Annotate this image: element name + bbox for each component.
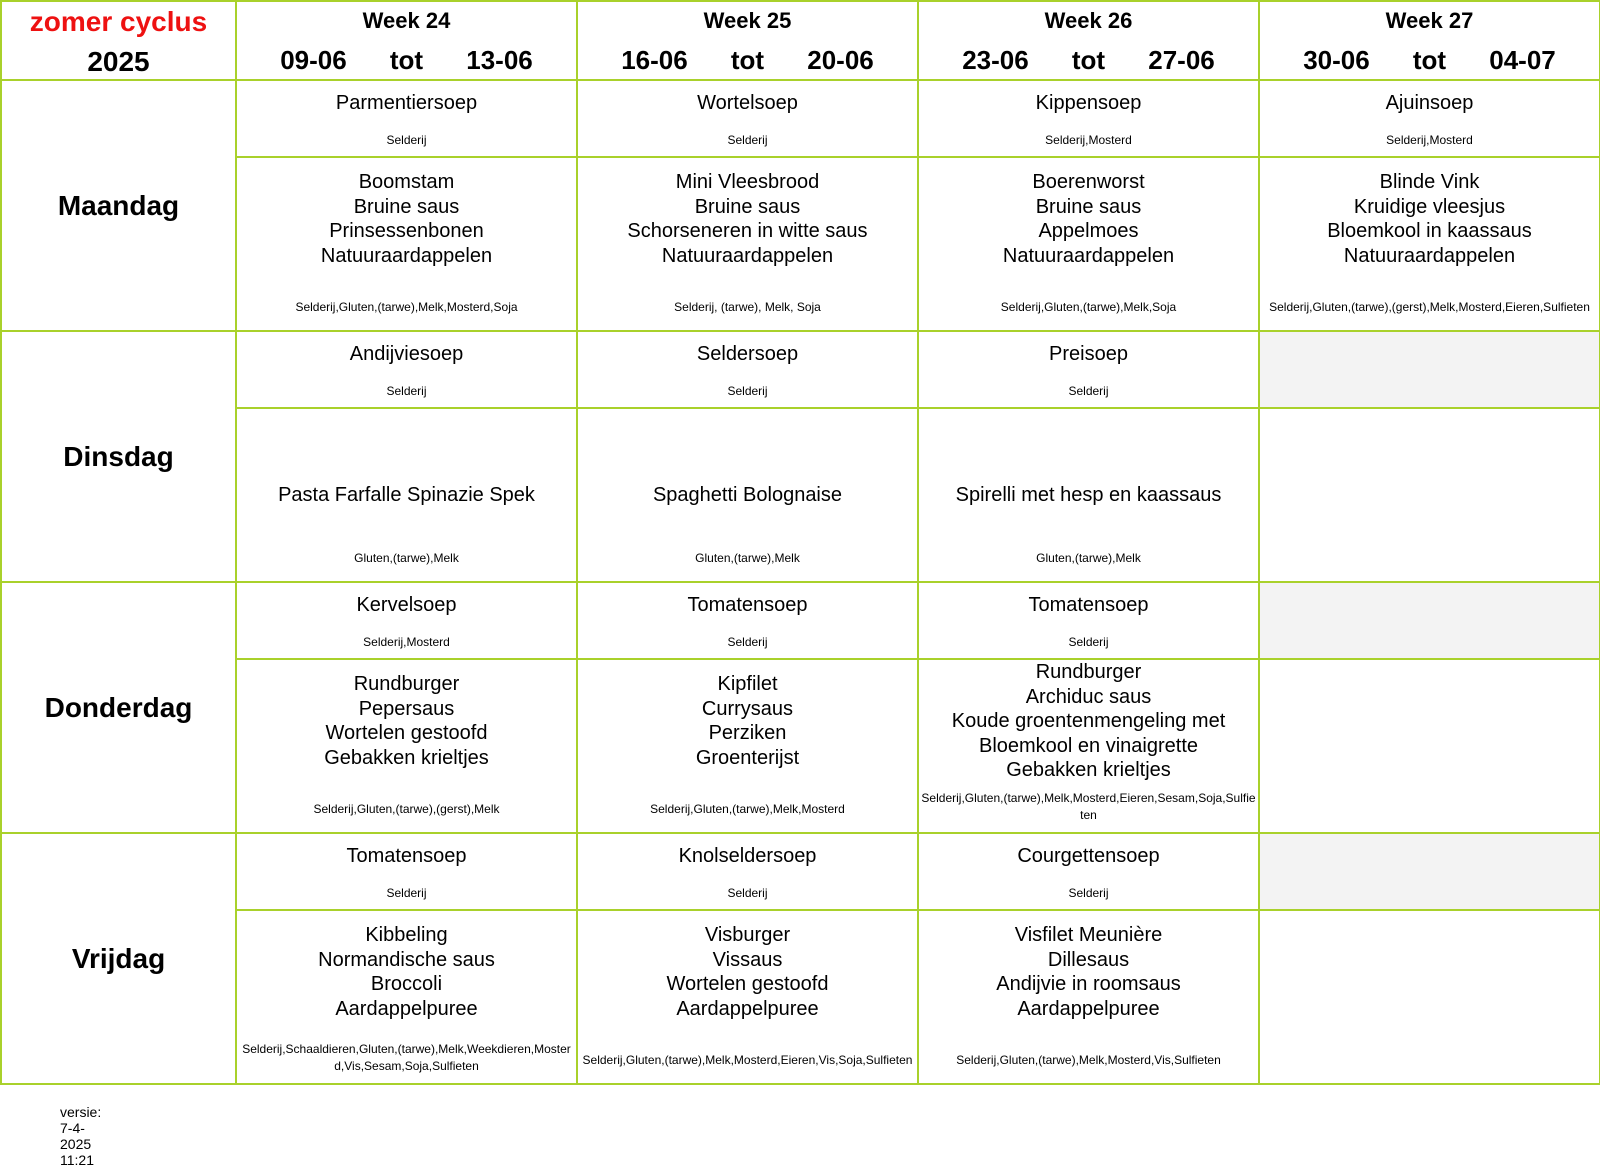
main-dish-allergens: Selderij,Gluten,(tarwe),Melk,Mosterd,Eieren,Vis,Soja,Sulfieten bbox=[582, 1053, 913, 1067]
soup-cell bbox=[236, 331, 577, 408]
week-date-separator: tot bbox=[1071, 45, 1106, 75]
main-dish-line: Aardappelpuree bbox=[1017, 997, 1160, 1020]
main-dish-line: Prinsessenbonen bbox=[329, 220, 484, 242]
soup-name: Andijviesoep bbox=[349, 343, 464, 365]
main-dish-content bbox=[237, 158, 576, 330]
soup-cell bbox=[236, 80, 577, 157]
main-dish-line: Rundburger bbox=[1035, 661, 1142, 683]
main-dish-lines bbox=[582, 170, 913, 268]
soup-name: Tomatensoep bbox=[346, 845, 467, 867]
day-label: Maandag bbox=[1, 80, 236, 331]
week-end-date: 04-07 bbox=[1489, 45, 1556, 75]
main-dish-lines bbox=[582, 672, 913, 770]
main-dish-allergens: Selderij,Schaaldieren,Gluten,(tarwe),Melk,Weekdieren,Mosterd,Vis,Sesam,Soja,Sulfieten bbox=[242, 1042, 571, 1073]
soup-row bbox=[1, 331, 1600, 408]
cycle-header bbox=[1, 1, 236, 80]
main-dish-line: Groenterijst bbox=[695, 746, 800, 769]
soup-name: Wortelsoep bbox=[697, 92, 798, 114]
week-start-date: 23-06 bbox=[962, 45, 1029, 75]
main-dish-lines bbox=[582, 483, 913, 508]
main-dish-lines bbox=[241, 923, 572, 1021]
day-label: Vrijdag bbox=[1, 833, 236, 1084]
soup-content bbox=[237, 834, 576, 909]
main-dish-line: Spirelli met hesp en kaassaus bbox=[955, 483, 1222, 506]
soup-cell bbox=[577, 80, 918, 157]
main-dish-line: Kruidige vleesjus bbox=[1353, 195, 1506, 218]
soup-content bbox=[578, 583, 917, 658]
week-dates bbox=[919, 45, 1258, 76]
empty-main-cell bbox=[1259, 910, 1600, 1084]
main-dish-row bbox=[1, 157, 1600, 331]
main-dish-line: Aardappelpuree bbox=[676, 997, 819, 1020]
soup-cell bbox=[577, 331, 918, 408]
soup-cell bbox=[236, 582, 577, 659]
week-header bbox=[918, 1, 1259, 80]
main-dish-allergens: Selderij,Gluten,(tarwe),(gerst),Melk bbox=[313, 802, 500, 816]
soup-allergens: Selderij bbox=[727, 133, 768, 147]
week-dates bbox=[578, 45, 917, 76]
main-dish-line: Perziken bbox=[708, 722, 787, 744]
soup-allergens: Selderij,Mosterd bbox=[1386, 133, 1473, 147]
soup-allergens: Selderij bbox=[386, 886, 427, 900]
main-dish-line: Natuuraardappelen bbox=[1343, 244, 1516, 267]
main-dish-line: Kipfilet bbox=[717, 673, 778, 695]
soup-row bbox=[1, 582, 1600, 659]
main-dish-line: Mini Vleesbrood bbox=[675, 171, 820, 193]
week-start-date: 30-06 bbox=[1303, 45, 1370, 75]
main-dish-line: Boomstam bbox=[358, 171, 455, 193]
soup-allergens: Selderij bbox=[727, 635, 768, 649]
soup-allergens: Selderij bbox=[1068, 886, 1109, 900]
main-dish-content bbox=[237, 911, 576, 1083]
soup-allergens: Selderij bbox=[1068, 384, 1109, 398]
empty-soup-cell bbox=[1259, 331, 1600, 408]
main-dish-cell bbox=[577, 408, 918, 582]
main-dish-content bbox=[578, 158, 917, 330]
soup-allergens: Selderij bbox=[727, 886, 768, 900]
main-dish-lines bbox=[582, 923, 913, 1021]
soup-name: Ajuinsoep bbox=[1385, 92, 1474, 114]
main-dish-line: Visburger bbox=[704, 924, 791, 946]
main-dish-lines bbox=[1264, 170, 1595, 268]
main-dish-line: Natuuraardappelen bbox=[320, 244, 493, 267]
week-date-separator: tot bbox=[730, 45, 765, 75]
main-dish-line: Schorseneren in witte saus bbox=[627, 220, 868, 242]
main-dish-line: Andijvie in roomsaus bbox=[996, 973, 1181, 995]
main-dish-line: Archiduc saus bbox=[1025, 685, 1152, 708]
main-dish-cell bbox=[1259, 157, 1600, 331]
soup-name: Tomatensoep bbox=[687, 594, 808, 616]
main-dish-line: Bruine saus bbox=[1035, 195, 1142, 218]
week-date-separator: tot bbox=[389, 45, 424, 75]
main-dish-line: Bloemkool en vinaigrette bbox=[978, 734, 1198, 757]
main-dish-content bbox=[919, 158, 1258, 330]
main-dish-lines bbox=[241, 170, 572, 268]
main-dish-allergens: Selderij,Gluten,(tarwe),Melk,Mosterd,Eieren,Sesam,Soja,Sulfieten bbox=[921, 791, 1256, 822]
main-dish-allergens: Selderij,Gluten,(tarwe),(gerst),Melk,Mosterd,Eieren,Sulfieten bbox=[1269, 300, 1590, 314]
main-dish-content bbox=[919, 660, 1258, 832]
main-dish-cell bbox=[236, 408, 577, 582]
soup-content bbox=[919, 332, 1258, 407]
main-dish-content bbox=[578, 660, 917, 832]
main-dish-line: Vissaus bbox=[712, 948, 783, 971]
soup-content bbox=[919, 81, 1258, 156]
soup-cell bbox=[918, 833, 1259, 910]
main-dish-content bbox=[237, 660, 576, 832]
main-dish-row bbox=[1, 659, 1600, 833]
soup-content bbox=[919, 583, 1258, 658]
soup-name: Kervelsoep bbox=[356, 594, 457, 616]
soup-cell bbox=[577, 582, 918, 659]
main-dish-line: Visfilet Meunière bbox=[1014, 924, 1163, 946]
week-end-date: 13-06 bbox=[466, 45, 533, 75]
empty-soup-cell bbox=[1259, 833, 1600, 910]
main-dish-cell bbox=[918, 910, 1259, 1084]
soup-name: Preisoep bbox=[1049, 343, 1128, 365]
soup-content bbox=[578, 834, 917, 909]
soup-cell bbox=[918, 331, 1259, 408]
week-start-date: 16-06 bbox=[621, 45, 688, 75]
week-header bbox=[577, 1, 918, 80]
empty-soup-cell bbox=[1259, 582, 1600, 659]
version-stamp: versie: 7-4-2025 11:21 bbox=[60, 1104, 102, 1168]
main-dish-row bbox=[1, 408, 1600, 582]
main-dish-allergens: Selderij,Gluten,(tarwe),Melk,Mosterd,Vis,Sulfieten bbox=[956, 1053, 1221, 1067]
soup-allergens: Selderij,Mosterd bbox=[363, 635, 450, 649]
main-dish-content bbox=[578, 409, 917, 581]
cycle-title: zomer cyclus bbox=[29, 6, 208, 37]
soup-cell bbox=[577, 833, 918, 910]
main-dish-row bbox=[1, 910, 1600, 1084]
soup-allergens: Selderij bbox=[727, 384, 768, 398]
main-dish-cell bbox=[236, 910, 577, 1084]
week-label: Week 24 bbox=[362, 8, 451, 33]
soup-content bbox=[1260, 81, 1599, 156]
soup-content bbox=[237, 583, 576, 658]
main-dish-line: Pasta Farfalle Spinazie Spek bbox=[278, 483, 535, 506]
soup-row bbox=[1, 833, 1600, 910]
main-dish-cell bbox=[918, 157, 1259, 331]
main-dish-line: Boerenworst bbox=[1032, 171, 1145, 193]
soup-allergens: Selderij,Mosterd bbox=[1045, 133, 1132, 147]
main-dish-line: Gebakken krieltjes bbox=[324, 746, 489, 769]
main-dish-line: Kibbeling bbox=[365, 924, 448, 946]
main-dish-content bbox=[1260, 158, 1599, 330]
soup-cell bbox=[918, 80, 1259, 157]
main-dish-lines bbox=[923, 483, 1254, 508]
week-dates bbox=[237, 45, 576, 76]
soup-name: Knolseldersoep bbox=[678, 845, 817, 867]
main-dish-line: Bloemkool in kaassaus bbox=[1327, 220, 1532, 242]
week-header bbox=[236, 1, 577, 80]
soup-row bbox=[1, 80, 1600, 157]
week-label: Week 27 bbox=[1385, 8, 1474, 33]
main-dish-line: Bruine saus bbox=[353, 195, 460, 218]
main-dish-lines bbox=[923, 170, 1254, 268]
day-label: Dinsdag bbox=[1, 331, 236, 582]
main-dish-line: Bruine saus bbox=[694, 195, 801, 218]
soup-allergens: Selderij bbox=[386, 133, 427, 147]
main-dish-line: Broccoli bbox=[370, 973, 443, 995]
week-label: Week 26 bbox=[1044, 8, 1133, 33]
main-dish-cell bbox=[918, 659, 1259, 833]
week-header bbox=[1259, 1, 1600, 80]
main-dish-cell bbox=[236, 157, 577, 331]
main-dish-content bbox=[919, 409, 1258, 581]
week-end-date: 20-06 bbox=[807, 45, 874, 75]
main-dish-content bbox=[237, 409, 576, 581]
soup-name: Kippensoep bbox=[1035, 92, 1142, 114]
soup-name: Tomatensoep bbox=[1028, 594, 1149, 616]
header-row bbox=[1, 1, 1600, 80]
soup-cell bbox=[236, 833, 577, 910]
day-label: Donderdag bbox=[1, 582, 236, 833]
soup-content bbox=[578, 81, 917, 156]
week-dates bbox=[1260, 45, 1599, 76]
soup-content bbox=[578, 332, 917, 407]
main-dish-lines bbox=[241, 483, 572, 508]
main-dish-content bbox=[919, 911, 1258, 1083]
soup-allergens: Selderij bbox=[1068, 635, 1109, 649]
week-date-separator: tot bbox=[1412, 45, 1447, 75]
main-dish-line: Wortelen gestoofd bbox=[325, 722, 488, 744]
main-dish-allergens: Gluten,(tarwe),Melk bbox=[695, 551, 800, 565]
main-dish-allergens: Gluten,(tarwe),Melk bbox=[1036, 551, 1141, 565]
soup-cell bbox=[918, 582, 1259, 659]
main-dish-cell bbox=[236, 659, 577, 833]
main-dish-line: Wortelen gestoofd bbox=[666, 973, 829, 995]
main-dish-lines bbox=[923, 923, 1254, 1021]
week-label: Week 25 bbox=[703, 8, 792, 33]
main-dish-cell bbox=[918, 408, 1259, 582]
main-dish-line: Aardappelpuree bbox=[335, 997, 478, 1020]
main-dish-line: Natuuraardappelen bbox=[1002, 244, 1175, 267]
main-dish-allergens: Gluten,(tarwe),Melk bbox=[354, 551, 459, 565]
main-dish-content bbox=[578, 911, 917, 1083]
main-dish-lines bbox=[241, 672, 572, 770]
main-dish-allergens: Selderij,Gluten,(tarwe),Melk,Mosterd,Soja bbox=[295, 300, 518, 314]
main-dish-line: Blinde Vink bbox=[1379, 171, 1480, 193]
main-dish-cell bbox=[577, 157, 918, 331]
main-dish-line: Natuuraardappelen bbox=[661, 244, 834, 267]
main-dish-line: Gebakken krieltjes bbox=[1006, 759, 1171, 781]
soup-content bbox=[237, 81, 576, 156]
main-dish-line: Currysaus bbox=[701, 697, 794, 720]
main-dish-cell bbox=[577, 910, 918, 1084]
empty-main-cell bbox=[1259, 408, 1600, 582]
soup-content bbox=[237, 332, 576, 407]
cycle-year: 2025 bbox=[87, 46, 150, 77]
soup-name: Courgettensoep bbox=[1017, 845, 1160, 867]
main-dish-line: Normandische saus bbox=[318, 948, 495, 971]
main-dish-allergens: Selderij,Gluten,(tarwe),Melk,Mosterd bbox=[650, 802, 845, 816]
soup-cell bbox=[1259, 80, 1600, 157]
soup-content bbox=[919, 834, 1258, 909]
main-dish-lines bbox=[923, 660, 1254, 783]
main-dish-line: Appelmoes bbox=[1038, 220, 1139, 242]
main-dish-line: Koude groentenmengeling met bbox=[951, 710, 1226, 732]
main-dish-line: Spaghetti Bolognaise bbox=[652, 483, 843, 506]
soup-allergens: Selderij bbox=[386, 384, 427, 398]
main-dish-allergens: Selderij,Gluten,(tarwe),Melk,Soja bbox=[1000, 300, 1177, 314]
main-dish-line: Pepersaus bbox=[358, 697, 455, 720]
week-end-date: 27-06 bbox=[1148, 45, 1215, 75]
main-dish-allergens: Selderij, (tarwe), Melk, Soja bbox=[674, 300, 821, 314]
week-start-date: 09-06 bbox=[280, 45, 347, 75]
main-dish-line: Rundburger bbox=[353, 673, 460, 695]
soup-name: Parmentiersoep bbox=[335, 92, 478, 114]
empty-main-cell bbox=[1259, 659, 1600, 833]
soup-name: Seldersoep bbox=[696, 343, 799, 365]
main-dish-line: Dillesaus bbox=[1047, 948, 1130, 971]
main-dish-cell bbox=[577, 659, 918, 833]
